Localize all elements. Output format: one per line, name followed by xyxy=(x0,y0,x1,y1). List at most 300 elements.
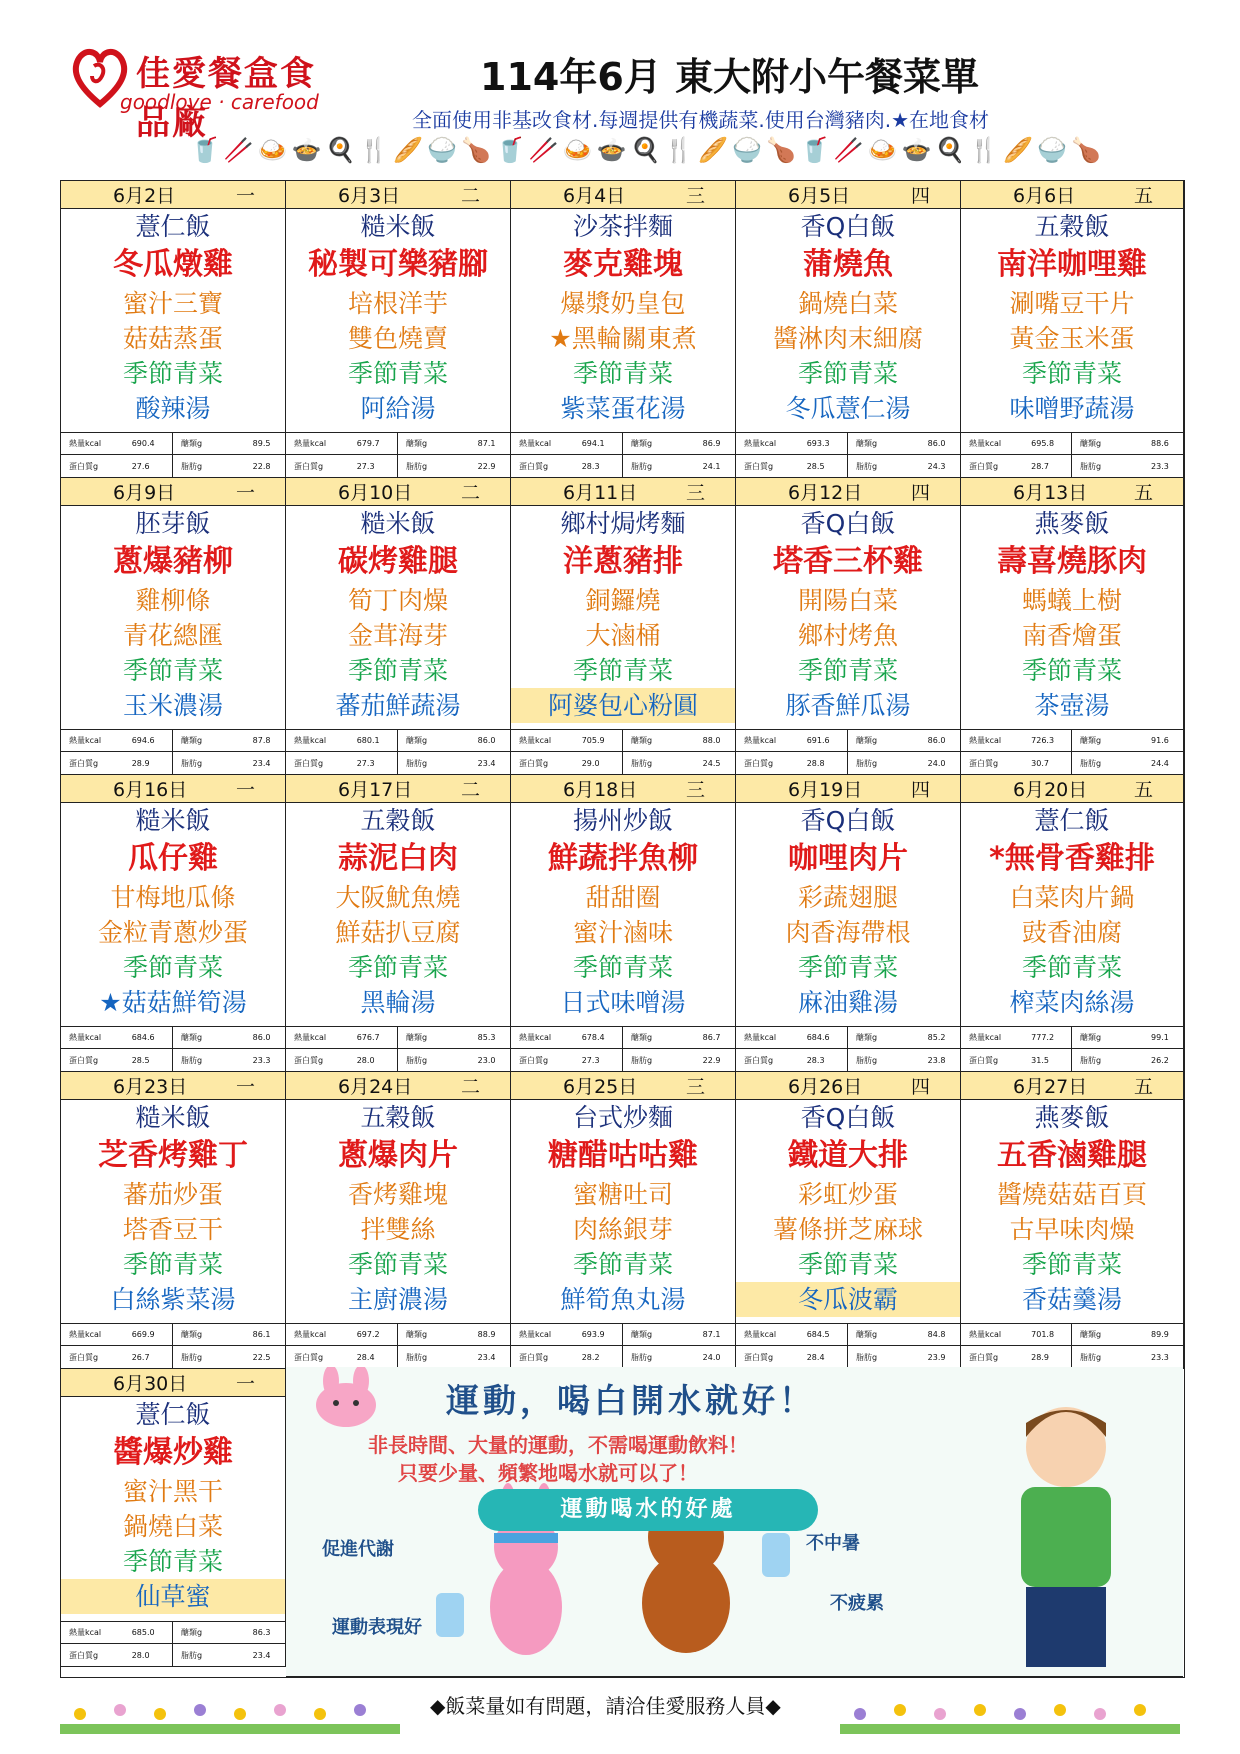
fat-label: 脂肪g xyxy=(405,1352,428,1362)
soup-dish: 仙草蜜 xyxy=(61,1579,285,1614)
kcal-value: 684.6 xyxy=(799,1027,848,1048)
fat-value: 23.3 xyxy=(1151,461,1169,471)
nutrition-row xyxy=(286,1049,510,1071)
nutrition-row xyxy=(961,1324,1183,1346)
staple-dish: 糙米飯 xyxy=(360,509,436,538)
day-header xyxy=(961,478,1183,506)
side-dish-2: 醬淋肉末細腐 xyxy=(772,324,923,353)
day-header xyxy=(736,775,960,803)
staple-dish: 燕麥飯 xyxy=(1034,1103,1110,1132)
side-dish-1: 爆漿奶皇包 xyxy=(560,289,686,318)
fat-value: 22.9 xyxy=(477,461,496,471)
vegetable-dish: 季節青菜 xyxy=(122,1547,223,1576)
side-dish-2: 拌雙絲 xyxy=(360,1215,436,1244)
fat-label: 脂肪g xyxy=(180,461,203,471)
page-title: 114年6月 東大附小午餐菜單 xyxy=(480,55,979,99)
day-date: 6月23日 xyxy=(113,1076,188,1098)
nutrition-row xyxy=(961,433,1183,455)
side-dish-1: 醬燒菇菇百頁 xyxy=(996,1180,1147,1209)
soup-dish: 紫菜蛋花湯 xyxy=(560,394,686,423)
day-header xyxy=(286,775,510,803)
main-dish: *無骨香雞排 xyxy=(989,841,1155,876)
day-date: 6月11日 xyxy=(563,482,638,504)
day-weekday: 五 xyxy=(1133,779,1153,801)
carb-label: 醣類g xyxy=(180,1330,203,1339)
day-weekday: 二 xyxy=(460,1076,480,1098)
fat-label: 脂肪g xyxy=(855,461,878,471)
day-header xyxy=(961,181,1183,209)
day-weekday: 三 xyxy=(685,1076,705,1098)
side-dish-1: 蜜汁三寶 xyxy=(122,289,223,318)
side-dish-1: 蜜糖吐司 xyxy=(572,1180,673,1209)
carb-label: 醣類g xyxy=(1079,1330,1102,1339)
side-dish-1: 香烤雞塊 xyxy=(347,1180,448,1209)
fat-value: 23.3 xyxy=(252,1055,271,1065)
kcal-label: 熱量kcal xyxy=(69,439,102,448)
staple-dish: 台式炒麵 xyxy=(572,1103,673,1132)
day-weekday: 四 xyxy=(910,185,930,207)
soup-dish: 阿給湯 xyxy=(360,394,436,423)
kcal-label: 熱量kcal xyxy=(519,1330,552,1339)
day-header xyxy=(961,1072,1183,1100)
day-header xyxy=(736,181,960,209)
vegetable-dish: 季節青菜 xyxy=(122,953,223,982)
kcal-label: 熱量kcal xyxy=(969,439,1002,448)
staple-dish: 香Q白飯 xyxy=(800,1103,896,1132)
staple-dish: 揚州炒飯 xyxy=(572,806,673,835)
nutrition-row xyxy=(511,1324,735,1346)
side-dish-2: 金粒青蔥炒蛋 xyxy=(97,918,248,947)
vegetable-dish: 季節青菜 xyxy=(797,953,898,982)
day-header xyxy=(61,181,285,209)
fat-value: 24.5 xyxy=(702,758,721,768)
protein-label: 蛋白質g xyxy=(294,1055,324,1065)
fat-label: 脂肪g xyxy=(405,1055,428,1065)
carb-value: 99.1 xyxy=(1151,1033,1169,1042)
side-dish-2: 南香燴蛋 xyxy=(1021,621,1122,650)
day-cell xyxy=(286,775,511,1072)
staple-dish: 薏仁飯 xyxy=(1034,806,1110,835)
vegetable-dish: 季節青菜 xyxy=(797,1250,898,1279)
nutrition-row xyxy=(61,1622,285,1644)
benefit-metabolism: 促進代謝 xyxy=(322,1539,394,1560)
nutrition-table xyxy=(286,432,510,477)
nutrition-table xyxy=(961,1026,1183,1071)
soup-dish: ★菇菇鮮筍湯 xyxy=(99,988,247,1017)
kcal-value: 678.4 xyxy=(574,1027,623,1048)
side-dish-1: 彩蔬翅腿 xyxy=(797,883,898,912)
nutrition-table xyxy=(511,432,735,477)
nutrition-row xyxy=(61,752,285,774)
day-cell xyxy=(511,478,736,775)
carb-label: 醣類g xyxy=(630,439,653,448)
main-dish: 五香滷雞腿 xyxy=(997,1138,1147,1173)
carb-label: 醣類g xyxy=(180,1628,203,1637)
carb-value: 89.5 xyxy=(252,439,271,448)
carb-value: 85.2 xyxy=(927,1033,946,1042)
kcal-value: 777.2 xyxy=(1023,1027,1072,1048)
staple-dish: 香Q白飯 xyxy=(800,509,896,538)
protein-value: 28.4 xyxy=(799,1346,848,1368)
day-date: 6月24日 xyxy=(338,1076,413,1098)
hydration-poster xyxy=(286,1367,1183,1677)
protein-value: 28.7 xyxy=(1023,455,1072,477)
flowers-right-icon xyxy=(840,1688,1180,1734)
kcal-label: 熱量kcal xyxy=(294,1330,327,1339)
carb-value: 86.0 xyxy=(927,439,946,448)
carb-value: 88.0 xyxy=(702,736,721,745)
day-date: 6月16日 xyxy=(113,779,188,801)
fat-label: 脂肪g xyxy=(180,1650,203,1660)
vegetable-dish: 季節青菜 xyxy=(122,359,223,388)
side-dish-2: 豉香油腐 xyxy=(1021,918,1122,947)
carb-label: 醣類g xyxy=(855,736,878,745)
nutrition-row xyxy=(511,1027,735,1049)
carb-value: 86.0 xyxy=(252,1033,271,1042)
soup-dish: 冬瓜波霸 xyxy=(736,1282,960,1317)
carb-label: 醣類g xyxy=(855,1033,878,1042)
protein-value: 30.7 xyxy=(1023,752,1072,774)
day-weekday: 四 xyxy=(910,1076,930,1098)
side-dish-2: ★黑輪關東煮 xyxy=(549,324,697,353)
day-weekday: 一 xyxy=(235,482,255,504)
nutrition-row xyxy=(286,1027,510,1049)
day-date: 6月2日 xyxy=(113,185,176,207)
day-header xyxy=(511,775,735,803)
side-dish-1: 雞柳條 xyxy=(135,586,211,615)
side-dish-2: 肉絲銀芽 xyxy=(572,1215,673,1244)
protein-value: 28.9 xyxy=(124,752,173,774)
day-weekday: 五 xyxy=(1133,1076,1153,1098)
benefit-no-fatigue: 不疲累 xyxy=(830,1593,884,1614)
main-dish: 鐵道大排 xyxy=(788,1138,908,1173)
fat-label: 脂肪g xyxy=(855,1055,878,1065)
kcal-label: 熱量kcal xyxy=(969,1033,1002,1042)
vegetable-dish: 季節青菜 xyxy=(797,359,898,388)
side-dish-2: 鍋燒白菜 xyxy=(122,1512,223,1541)
side-dish-1: 筍丁肉燥 xyxy=(347,586,448,615)
carb-value: 86.0 xyxy=(927,736,946,745)
nutrition-row xyxy=(286,730,510,752)
flowers-left-icon xyxy=(60,1688,400,1734)
protein-value: 28.5 xyxy=(124,1049,173,1071)
nutrition-row xyxy=(736,1346,960,1368)
poster-line-1: 非長時間、大量的運動，不需喝運動飲料！ xyxy=(368,1433,748,1457)
side-dish-1: 螞蟻上樹 xyxy=(1021,586,1122,615)
side-dish-2: 菇菇蒸蛋 xyxy=(122,324,223,353)
kcal-label: 熱量kcal xyxy=(69,1330,102,1339)
boy-icon xyxy=(1021,1407,1111,1667)
footer-contact-note: ◆飯菜量如有問題，請洽佳愛服務人員◆ xyxy=(430,1694,781,1718)
soup-dish: 冬瓜薏仁湯 xyxy=(785,394,911,423)
carb-value: 87.8 xyxy=(252,736,271,745)
protein-label: 蛋白質g xyxy=(744,461,774,471)
day-cell xyxy=(286,478,511,775)
protein-value: 28.4 xyxy=(349,1346,398,1368)
main-dish: 壽喜燒豚肉 xyxy=(997,544,1147,579)
side-dish-1: 甜甜圈 xyxy=(585,883,661,912)
protein-label: 蛋白質g xyxy=(294,461,324,471)
carb-value: 85.3 xyxy=(477,1033,496,1042)
carb-value: 87.1 xyxy=(702,1330,721,1339)
kcal-label: 熱量kcal xyxy=(744,1033,777,1042)
day-date: 6月27日 xyxy=(1013,1076,1088,1098)
bunny-head-icon xyxy=(316,1367,376,1427)
nutrition-table xyxy=(736,1323,960,1368)
carb-value: 88.9 xyxy=(477,1330,496,1339)
nutrition-row xyxy=(61,1027,285,1049)
protein-label: 蛋白質g xyxy=(69,758,99,768)
protein-label: 蛋白質g xyxy=(744,1352,774,1362)
day-date: 6月20日 xyxy=(1013,779,1088,801)
fat-value: 22.8 xyxy=(252,461,271,471)
protein-label: 蛋白質g xyxy=(744,758,774,768)
side-dish-1: 蜜汁黑干 xyxy=(122,1477,223,1506)
vegetable-dish: 季節青菜 xyxy=(122,656,223,685)
protein-value: 28.5 xyxy=(799,455,848,477)
kcal-value: 684.5 xyxy=(799,1324,848,1345)
nutrition-row xyxy=(961,752,1183,774)
nutrition-table xyxy=(286,729,510,774)
nutrition-row xyxy=(286,455,510,477)
side-dish-2: 鮮菇扒豆腐 xyxy=(335,918,461,947)
day-header xyxy=(961,775,1183,803)
poster-line-2: 只要少量、頻繁地喝水就可以了！ xyxy=(398,1461,698,1485)
day-cell xyxy=(961,181,1184,478)
day-weekday: 二 xyxy=(460,779,480,801)
nutrition-row xyxy=(511,752,735,774)
carb-value: 89.9 xyxy=(1151,1330,1169,1339)
side-dish-2: 古早味肉燥 xyxy=(1009,1215,1135,1244)
kcal-label: 熱量kcal xyxy=(69,1628,102,1637)
day-cell xyxy=(736,1072,961,1369)
protein-label: 蛋白質g xyxy=(69,1055,99,1065)
soup-dish: 豚香鮮瓜湯 xyxy=(785,691,911,720)
carb-label: 醣類g xyxy=(180,439,203,448)
staple-dish: 五穀飯 xyxy=(1034,212,1110,241)
soup-dish: 茶壺湯 xyxy=(1034,691,1110,720)
side-dish-1: 銅鑼燒 xyxy=(585,586,661,615)
fat-label: 脂肪g xyxy=(180,1352,203,1362)
carb-value: 86.0 xyxy=(477,736,496,745)
soup-dish: 玉米濃湯 xyxy=(122,691,223,720)
kcal-value: 694.1 xyxy=(574,433,623,454)
side-dish-1: 蕃茄炒蛋 xyxy=(122,1180,223,1209)
side-dish-2: 鄉村烤魚 xyxy=(797,621,898,650)
fat-value: 23.4 xyxy=(477,1352,496,1362)
fat-label: 脂肪g xyxy=(630,461,653,471)
nutrition-table xyxy=(961,1323,1183,1368)
nutrition-table xyxy=(736,432,960,477)
soup-dish: 白絲紫菜湯 xyxy=(110,1285,236,1314)
fat-value: 24.0 xyxy=(927,758,946,768)
fat-value: 24.3 xyxy=(927,461,946,471)
nutrition-table xyxy=(961,729,1183,774)
protein-label: 蛋白質g xyxy=(69,1352,99,1362)
day-cell xyxy=(61,1369,286,1667)
nutrition-table xyxy=(286,1026,510,1071)
nutrition-table xyxy=(511,1026,735,1071)
main-dish: 醬爆炒雞 xyxy=(113,1435,233,1470)
vegetable-dish: 季節青菜 xyxy=(572,656,673,685)
protein-label: 蛋白質g xyxy=(519,1055,549,1065)
nutrition-row xyxy=(736,1324,960,1346)
nutrition-row xyxy=(286,1324,510,1346)
brand-logo xyxy=(70,42,340,143)
brand-name: 佳愛餐盒食品廠 xyxy=(136,54,316,143)
main-dish: 麥克雞塊 xyxy=(563,247,683,282)
day-cell xyxy=(961,1072,1184,1369)
kcal-value: 694.6 xyxy=(124,730,173,751)
protein-value: 29.0 xyxy=(574,752,623,774)
vegetable-dish: 季節青菜 xyxy=(347,1250,448,1279)
protein-value: 28.2 xyxy=(574,1346,623,1368)
main-dish: 瓜仔雞 xyxy=(128,841,218,876)
day-cell xyxy=(961,478,1184,775)
vegetable-dish: 季節青菜 xyxy=(347,953,448,982)
carb-label: 醣類g xyxy=(405,736,428,745)
kcal-value: 697.2 xyxy=(349,1324,398,1345)
kcal-value: 690.4 xyxy=(124,433,173,454)
day-cell xyxy=(961,775,1184,1072)
vegetable-dish: 季節青菜 xyxy=(572,359,673,388)
kcal-label: 熱量kcal xyxy=(519,439,552,448)
kcal-label: 熱量kcal xyxy=(69,1033,102,1042)
soup-dish: 香菇羹湯 xyxy=(1021,1285,1122,1314)
main-dish: 洋蔥豬排 xyxy=(563,544,683,579)
kcal-label: 熱量kcal xyxy=(519,736,552,745)
day-weekday: 二 xyxy=(460,185,480,207)
day-header xyxy=(61,1072,285,1100)
main-dish: 咖哩肉片 xyxy=(788,841,908,876)
day-date: 6月6日 xyxy=(1013,185,1076,207)
kcal-label: 熱量kcal xyxy=(69,736,102,745)
nutrition-table xyxy=(961,432,1183,477)
fat-label: 脂肪g xyxy=(1079,1055,1102,1065)
day-date: 6月5日 xyxy=(788,185,851,207)
day-weekday: 三 xyxy=(685,779,705,801)
kcal-value: 695.8 xyxy=(1023,433,1072,454)
fat-value: 23.4 xyxy=(477,758,496,768)
benefit-performance: 運動表現好 xyxy=(332,1617,422,1638)
side-dish-1: 彩虹炒蛋 xyxy=(797,1180,898,1209)
fat-value: 24.1 xyxy=(702,461,721,471)
day-date: 6月9日 xyxy=(113,482,176,504)
carb-value: 88.6 xyxy=(1151,439,1169,448)
carb-label: 醣類g xyxy=(180,1033,203,1042)
vegetable-dish: 季節青菜 xyxy=(572,1250,673,1279)
main-dish: 碳烤雞腿 xyxy=(338,544,458,579)
side-dish-1: 鍋燒白菜 xyxy=(797,289,898,318)
soup-dish: 麻油雞湯 xyxy=(797,988,898,1017)
carb-label: 醣類g xyxy=(630,1330,653,1339)
kcal-value: 701.8 xyxy=(1023,1324,1072,1345)
fat-value: 24.0 xyxy=(702,1352,721,1362)
benefit-no-heatstroke: 不中暑 xyxy=(806,1533,860,1554)
day-weekday: 四 xyxy=(910,482,930,504)
nutrition-row xyxy=(961,1027,1183,1049)
main-dish: 糖醋咕咕雞 xyxy=(548,1138,698,1173)
day-cell xyxy=(61,478,286,775)
kcal-label: 熱量kcal xyxy=(744,439,777,448)
day-header xyxy=(286,181,510,209)
day-weekday: 三 xyxy=(685,482,705,504)
carb-label: 醣類g xyxy=(1079,736,1102,745)
side-dish-2: 雙色燒賣 xyxy=(347,324,448,353)
side-dish-2: 肉香海帶根 xyxy=(785,918,911,947)
day-header xyxy=(286,1072,510,1100)
nutrition-row xyxy=(736,455,960,477)
nutrition-table xyxy=(736,1026,960,1071)
nutrition-row xyxy=(286,1346,510,1368)
kcal-label: 熱量kcal xyxy=(969,736,1002,745)
nutrition-table xyxy=(61,1026,285,1071)
protein-label: 蛋白質g xyxy=(519,758,549,768)
day-cell xyxy=(61,1072,286,1369)
day-cell xyxy=(736,478,961,775)
day-date: 6月19日 xyxy=(788,779,863,801)
day-header xyxy=(61,775,285,803)
staple-dish: 糙米飯 xyxy=(135,1103,211,1132)
main-dish: 南洋咖哩雞 xyxy=(997,247,1147,282)
page-subtitle: 全面使用非基改食材.每週提供有機蔬菜.使用台灣豬肉.★在地食材 xyxy=(412,108,990,132)
fat-label: 脂肪g xyxy=(405,758,428,768)
vegetable-dish: 季節青菜 xyxy=(347,656,448,685)
fat-value: 23.9 xyxy=(927,1352,946,1362)
main-dish: 冬瓜燉雞 xyxy=(113,247,233,282)
nutrition-row xyxy=(961,1346,1183,1368)
fat-label: 脂肪g xyxy=(630,1055,653,1065)
staple-dish: 燕麥飯 xyxy=(1034,509,1110,538)
day-weekday: 一 xyxy=(235,1076,255,1098)
carb-label: 醣類g xyxy=(180,736,203,745)
day-cell xyxy=(286,181,511,478)
staple-dish: 胚芽飯 xyxy=(135,509,211,538)
fat-label: 脂肪g xyxy=(1079,1352,1102,1362)
kcal-value: 693.3 xyxy=(799,433,848,454)
nutrition-row xyxy=(286,433,510,455)
nutrition-row xyxy=(511,455,735,477)
side-dish-1: 白菜肉片鍋 xyxy=(1009,883,1135,912)
page-footer xyxy=(60,1680,1183,1740)
protein-value: 31.5 xyxy=(1023,1049,1072,1071)
kcal-value: 679.7 xyxy=(349,433,398,454)
soup-dish: 日式味噌湯 xyxy=(560,988,686,1017)
carb-label: 醣類g xyxy=(630,1033,653,1042)
protein-label: 蛋白質g xyxy=(969,758,999,768)
kcal-value: 726.3 xyxy=(1023,730,1072,751)
main-dish: 秘製可樂豬腳 xyxy=(308,247,488,282)
fat-value: 23.3 xyxy=(1151,1352,1169,1362)
side-dish-2: 蜜汁滷味 xyxy=(572,918,673,947)
nutrition-table xyxy=(511,1323,735,1368)
soup-dish: 黑輪湯 xyxy=(360,988,436,1017)
day-header xyxy=(511,1072,735,1100)
vegetable-dish: 季節青菜 xyxy=(347,359,448,388)
vegetable-dish: 季節青菜 xyxy=(572,953,673,982)
main-dish: 塔香三杯雞 xyxy=(773,544,923,579)
day-cell xyxy=(61,181,286,478)
nutrition-row xyxy=(736,752,960,774)
day-weekday: 二 xyxy=(460,482,480,504)
soup-dish: 味噌野蔬湯 xyxy=(1009,394,1135,423)
day-header xyxy=(736,478,960,506)
poster-title: 運動，喝白開水就好！ xyxy=(446,1381,816,1420)
day-header xyxy=(61,478,285,506)
fat-label: 脂肪g xyxy=(855,758,878,768)
side-dish-1: 涮嘴豆干片 xyxy=(1009,289,1135,318)
protein-value: 28.8 xyxy=(799,752,848,774)
